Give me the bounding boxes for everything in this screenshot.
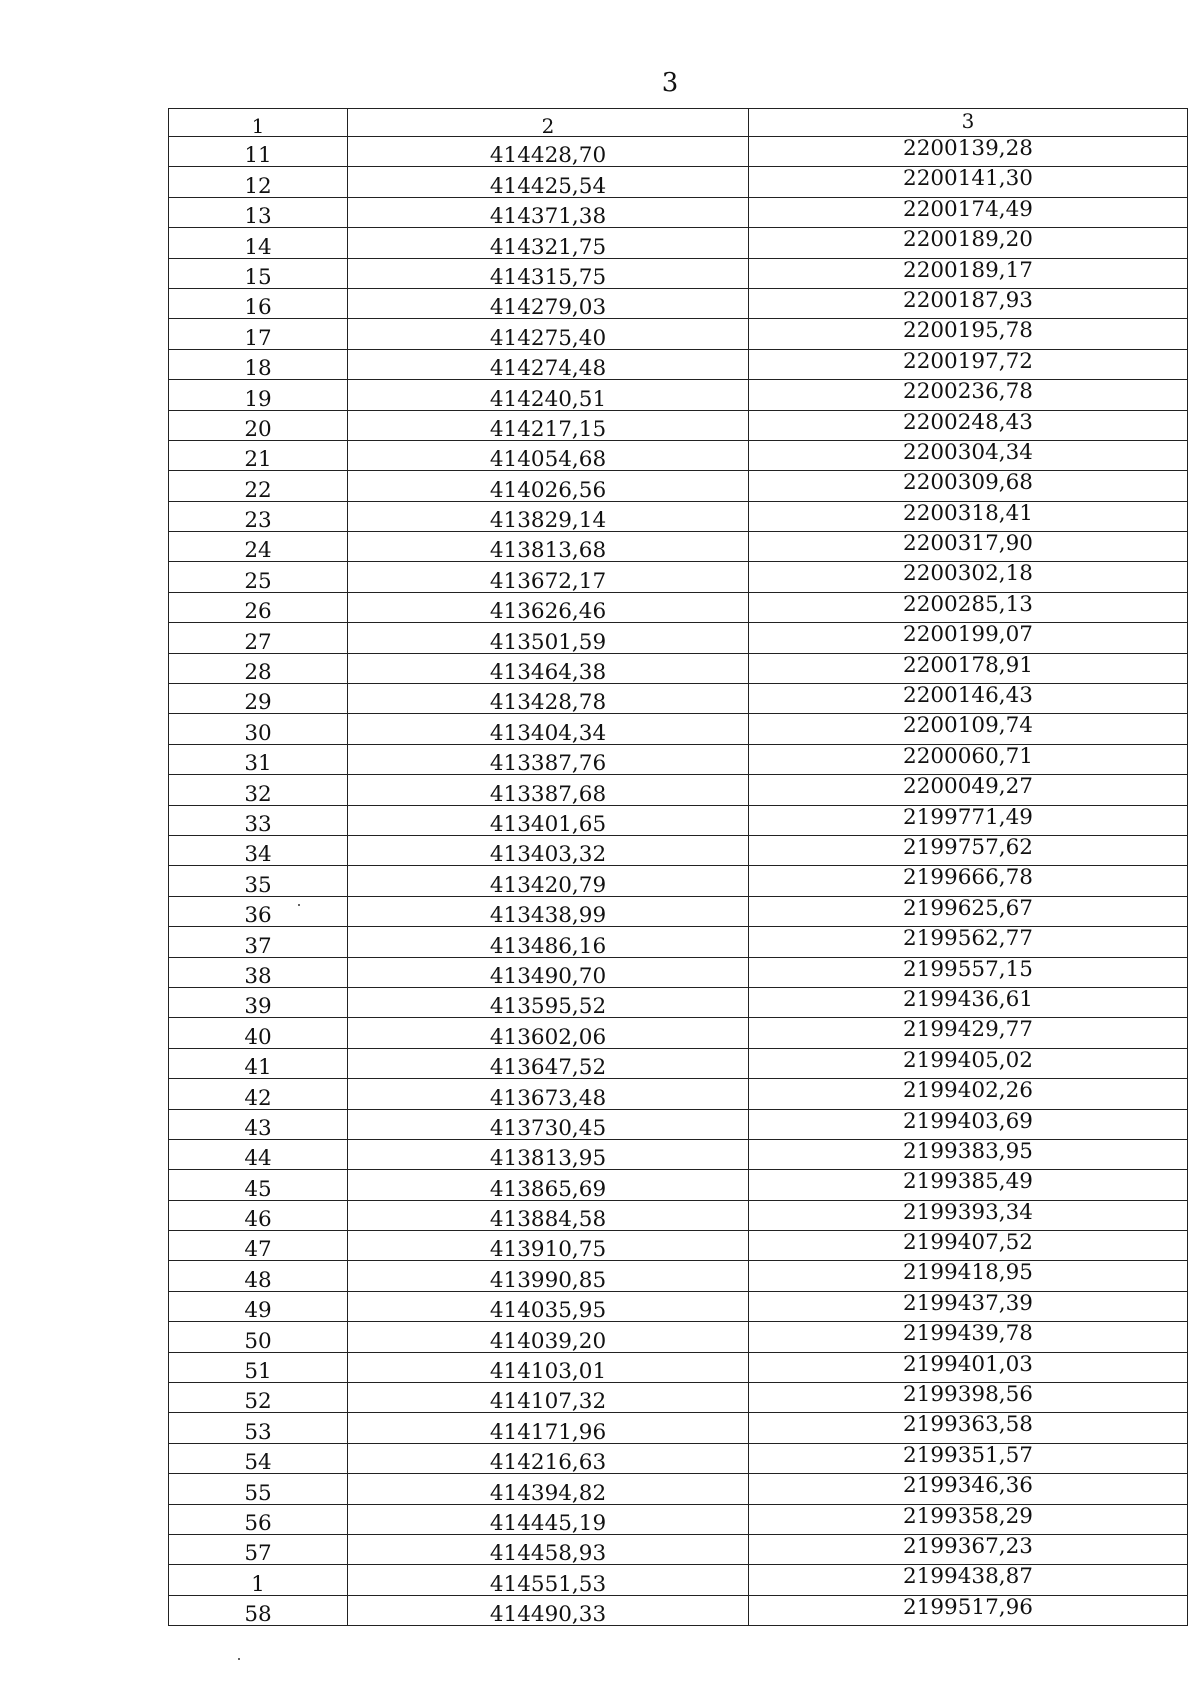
table-row [169,1322,1188,1352]
y-coordinate-cell: 2200174,49 [749,197,1188,227]
table-row [169,1413,1188,1443]
table-row [169,623,1188,653]
x-coordinate-cell: 413490,70 [348,957,749,987]
table-row [169,1079,1188,1109]
point-number-cell: 21 [169,440,348,470]
table-row [169,1018,1188,1048]
point-number-cell: 38 [169,957,348,987]
table-row [169,137,1188,167]
y-coordinate-cell: 2200317,90 [749,532,1188,562]
table-row [169,228,1188,258]
y-coordinate-cell: 2199385,49 [749,1170,1188,1200]
y-coordinate-cell: 2199418,95 [749,1261,1188,1291]
y-coordinate-cell: 2199393,34 [749,1200,1188,1230]
table-row [169,1291,1188,1321]
y-coordinate-cell: 2200141,30 [749,167,1188,197]
y-coordinate-cell: 2199439,78 [749,1322,1188,1352]
x-coordinate-cell: 414321,75 [348,228,749,258]
point-number-cell: 39 [169,987,348,1017]
point-number-cell: 12 [169,167,348,197]
y-coordinate-cell: 2200304,34 [749,440,1188,470]
y-coordinate-cell: 2200139,28 [749,137,1188,167]
table-row [169,1443,1188,1473]
x-coordinate-cell: 414274,48 [348,349,749,379]
point-number-cell: 17 [169,319,348,349]
point-number-cell: 42 [169,1079,348,1109]
point-number-cell: 14 [169,228,348,258]
point-number-cell: 47 [169,1231,348,1261]
y-coordinate-cell: 2199517,96 [749,1595,1188,1625]
y-coordinate-cell: 2199757,62 [749,835,1188,865]
x-coordinate-cell: 413813,68 [348,532,749,562]
y-coordinate-cell: 2200195,78 [749,319,1188,349]
point-number-cell: 27 [169,623,348,653]
point-number-cell: 16 [169,288,348,318]
x-coordinate-cell: 414035,95 [348,1291,749,1321]
table-row [169,319,1188,349]
x-coordinate-cell: 413595,52 [348,987,749,1017]
table-row [169,1383,1188,1413]
point-number-cell: 40 [169,1018,348,1048]
table-row [169,380,1188,410]
point-number-cell: 50 [169,1322,348,1352]
x-coordinate-cell: 413486,16 [348,927,749,957]
y-coordinate-cell: 2200060,71 [749,744,1188,774]
point-number-cell: 37 [169,927,348,957]
y-coordinate-cell: 2199358,29 [749,1504,1188,1534]
x-coordinate-cell: 413404,34 [348,714,749,744]
y-coordinate-cell: 2200109,74 [749,714,1188,744]
table-row [169,410,1188,440]
table-row [169,197,1188,227]
point-number-cell: 56 [169,1504,348,1534]
x-coordinate-cell: 413428,78 [348,684,749,714]
table-row [169,1261,1188,1291]
table-row [169,805,1188,835]
point-number-cell: 51 [169,1352,348,1382]
x-coordinate-cell: 413910,75 [348,1231,749,1261]
point-number-cell: 48 [169,1261,348,1291]
point-number-cell: 24 [169,532,348,562]
x-coordinate-cell: 414216,63 [348,1443,749,1473]
y-coordinate-cell: 2200189,20 [749,228,1188,258]
x-coordinate-cell: 413387,76 [348,744,749,774]
table-row [169,1109,1188,1139]
y-coordinate-cell: 2199351,57 [749,1443,1188,1473]
y-coordinate-cell: 2200309,68 [749,471,1188,501]
point-number-cell: 34 [169,835,348,865]
point-number-cell: 15 [169,258,348,288]
x-coordinate-cell: 413829,14 [348,501,749,531]
x-coordinate-cell: 414107,32 [348,1383,749,1413]
y-coordinate-cell: 2200199,07 [749,623,1188,653]
y-coordinate-cell: 2200189,17 [749,258,1188,288]
table-row [169,714,1188,744]
x-coordinate-cell: 413387,68 [348,775,749,805]
table-row [169,1170,1188,1200]
table-row [169,744,1188,774]
point-number-cell: 57 [169,1534,348,1564]
table-row [169,987,1188,1017]
y-coordinate-cell: 2199407,52 [749,1231,1188,1261]
point-number-cell: 18 [169,349,348,379]
header-cell-3: 3 [749,109,1188,137]
x-coordinate-cell: 414490,33 [348,1595,749,1625]
table-row [169,562,1188,592]
x-coordinate-cell: 413501,59 [348,623,749,653]
point-number-cell: 26 [169,592,348,622]
table-row [169,775,1188,805]
table-row [169,1474,1188,1504]
point-number-cell: 29 [169,684,348,714]
y-coordinate-cell: 2199403,69 [749,1109,1188,1139]
table-row [169,471,1188,501]
x-coordinate-cell: 414425,54 [348,167,749,197]
y-coordinate-cell: 2199402,26 [749,1079,1188,1109]
x-coordinate-cell: 413626,46 [348,592,749,622]
y-coordinate-cell: 2199405,02 [749,1048,1188,1078]
x-coordinate-cell: 414240,51 [348,380,749,410]
coordinates-table-body [169,109,1188,1626]
x-coordinate-cell: 414428,70 [348,137,749,167]
table-row [169,592,1188,622]
y-coordinate-cell: 2199383,95 [749,1139,1188,1169]
y-coordinate-cell: 2199363,58 [749,1413,1188,1443]
point-number-cell: 49 [169,1291,348,1321]
coordinates-table [168,108,1188,1626]
x-coordinate-cell: 414371,38 [348,197,749,227]
y-coordinate-cell: 2199666,78 [749,866,1188,896]
point-number-cell: 32 [169,775,348,805]
point-number-cell: 36 [169,896,348,926]
table-row [169,866,1188,896]
point-number-cell: 13 [169,197,348,227]
y-coordinate-cell: 2200049,27 [749,775,1188,805]
point-number-cell: 23 [169,501,348,531]
y-coordinate-cell: 2200146,43 [749,684,1188,714]
x-coordinate-cell: 413884,58 [348,1200,749,1230]
x-coordinate-cell: 414458,93 [348,1534,749,1564]
table-row [169,1139,1188,1169]
point-number-cell: 20 [169,410,348,440]
x-coordinate-cell: 413647,52 [348,1048,749,1078]
y-coordinate-cell: 2200285,13 [749,592,1188,622]
y-coordinate-cell: 2199398,56 [749,1383,1188,1413]
y-coordinate-cell: 2199437,39 [749,1291,1188,1321]
y-coordinate-cell: 2200236,78 [749,380,1188,410]
y-coordinate-cell: 2199429,77 [749,1018,1188,1048]
table-row [169,1200,1188,1230]
y-coordinate-cell: 2199625,67 [749,896,1188,926]
header-cell-2: 2 [348,109,749,137]
x-coordinate-cell: 413730,45 [348,1109,749,1139]
x-coordinate-cell: 414394,82 [348,1474,749,1504]
y-coordinate-cell: 2199367,23 [749,1534,1188,1564]
table-row [169,1048,1188,1078]
x-coordinate-cell: 414171,96 [348,1413,749,1443]
x-coordinate-cell: 414551,53 [348,1565,749,1595]
point-number-cell: 54 [169,1443,348,1473]
table-row [169,501,1188,531]
point-number-cell: 28 [169,653,348,683]
y-coordinate-cell: 2200197,72 [749,349,1188,379]
point-number-cell: 19 [169,380,348,410]
point-number-cell: 41 [169,1048,348,1078]
point-number-cell: 44 [169,1139,348,1169]
point-number-cell: 33 [169,805,348,835]
x-coordinate-cell: 413602,06 [348,1018,749,1048]
table-row [169,167,1188,197]
x-coordinate-cell: 414054,68 [348,440,749,470]
x-coordinate-cell: 414279,03 [348,288,749,318]
table-row [169,1565,1188,1595]
x-coordinate-cell: 413438,99 [348,896,749,926]
x-coordinate-cell: 414026,56 [348,471,749,501]
y-coordinate-cell: 2200187,93 [749,288,1188,318]
table-row [169,1595,1188,1625]
y-coordinate-cell: 2199557,15 [749,957,1188,987]
header-cell-1: 1 [169,109,348,137]
point-number-cell: 43 [169,1109,348,1139]
table-row [169,258,1188,288]
table-row [169,440,1188,470]
y-coordinate-cell: 2199401,03 [749,1352,1188,1382]
table-row [169,684,1188,714]
scan-speck [298,904,300,906]
point-number-cell: 25 [169,562,348,592]
point-number-cell: 52 [169,1383,348,1413]
point-number-cell: 31 [169,744,348,774]
x-coordinate-cell: 413672,17 [348,562,749,592]
y-coordinate-cell: 2199562,77 [749,927,1188,957]
table-row [169,1534,1188,1564]
x-coordinate-cell: 413420,79 [348,866,749,896]
y-coordinate-cell: 2199438,87 [749,1565,1188,1595]
scan-speck [238,1658,240,1660]
x-coordinate-cell: 413673,48 [348,1079,749,1109]
table-row [169,835,1188,865]
x-coordinate-cell: 413403,32 [348,835,749,865]
point-number-cell: 30 [169,714,348,744]
table-row [169,1504,1188,1534]
x-coordinate-cell: 413813,95 [348,1139,749,1169]
point-number-cell: 22 [169,471,348,501]
table-header-row [169,109,1188,137]
y-coordinate-cell: 2200302,18 [749,562,1188,592]
point-number-cell: 11 [169,137,348,167]
point-number-cell: 1 [169,1565,348,1595]
x-coordinate-cell: 413990,85 [348,1261,749,1291]
point-number-cell: 55 [169,1474,348,1504]
table-row [169,1231,1188,1261]
point-number-cell: 46 [169,1200,348,1230]
y-coordinate-cell: 2200248,43 [749,410,1188,440]
x-coordinate-cell: 413401,65 [348,805,749,835]
y-coordinate-cell: 2199436,61 [749,987,1188,1017]
x-coordinate-cell: 414445,19 [348,1504,749,1534]
table-row [169,349,1188,379]
y-coordinate-cell: 2200178,91 [749,653,1188,683]
x-coordinate-cell: 414039,20 [348,1322,749,1352]
table-row [169,927,1188,957]
y-coordinate-cell: 2200318,41 [749,501,1188,531]
x-coordinate-cell: 413464,38 [348,653,749,683]
y-coordinate-cell: 2199346,36 [749,1474,1188,1504]
table-row [169,653,1188,683]
x-coordinate-cell: 414275,40 [348,319,749,349]
x-coordinate-cell: 413865,69 [348,1170,749,1200]
x-coordinate-cell: 414217,15 [348,410,749,440]
point-number-cell: 45 [169,1170,348,1200]
table-row [169,1352,1188,1382]
table-row [169,896,1188,926]
y-coordinate-cell: 2199771,49 [749,805,1188,835]
point-number-cell: 58 [169,1595,348,1625]
point-number-cell: 35 [169,866,348,896]
table-row [169,957,1188,987]
x-coordinate-cell: 414103,01 [348,1352,749,1382]
x-coordinate-cell: 414315,75 [348,258,749,288]
table-row [169,288,1188,318]
table-row [169,532,1188,562]
page-number: 3 [661,68,679,98]
point-number-cell: 53 [169,1413,348,1443]
